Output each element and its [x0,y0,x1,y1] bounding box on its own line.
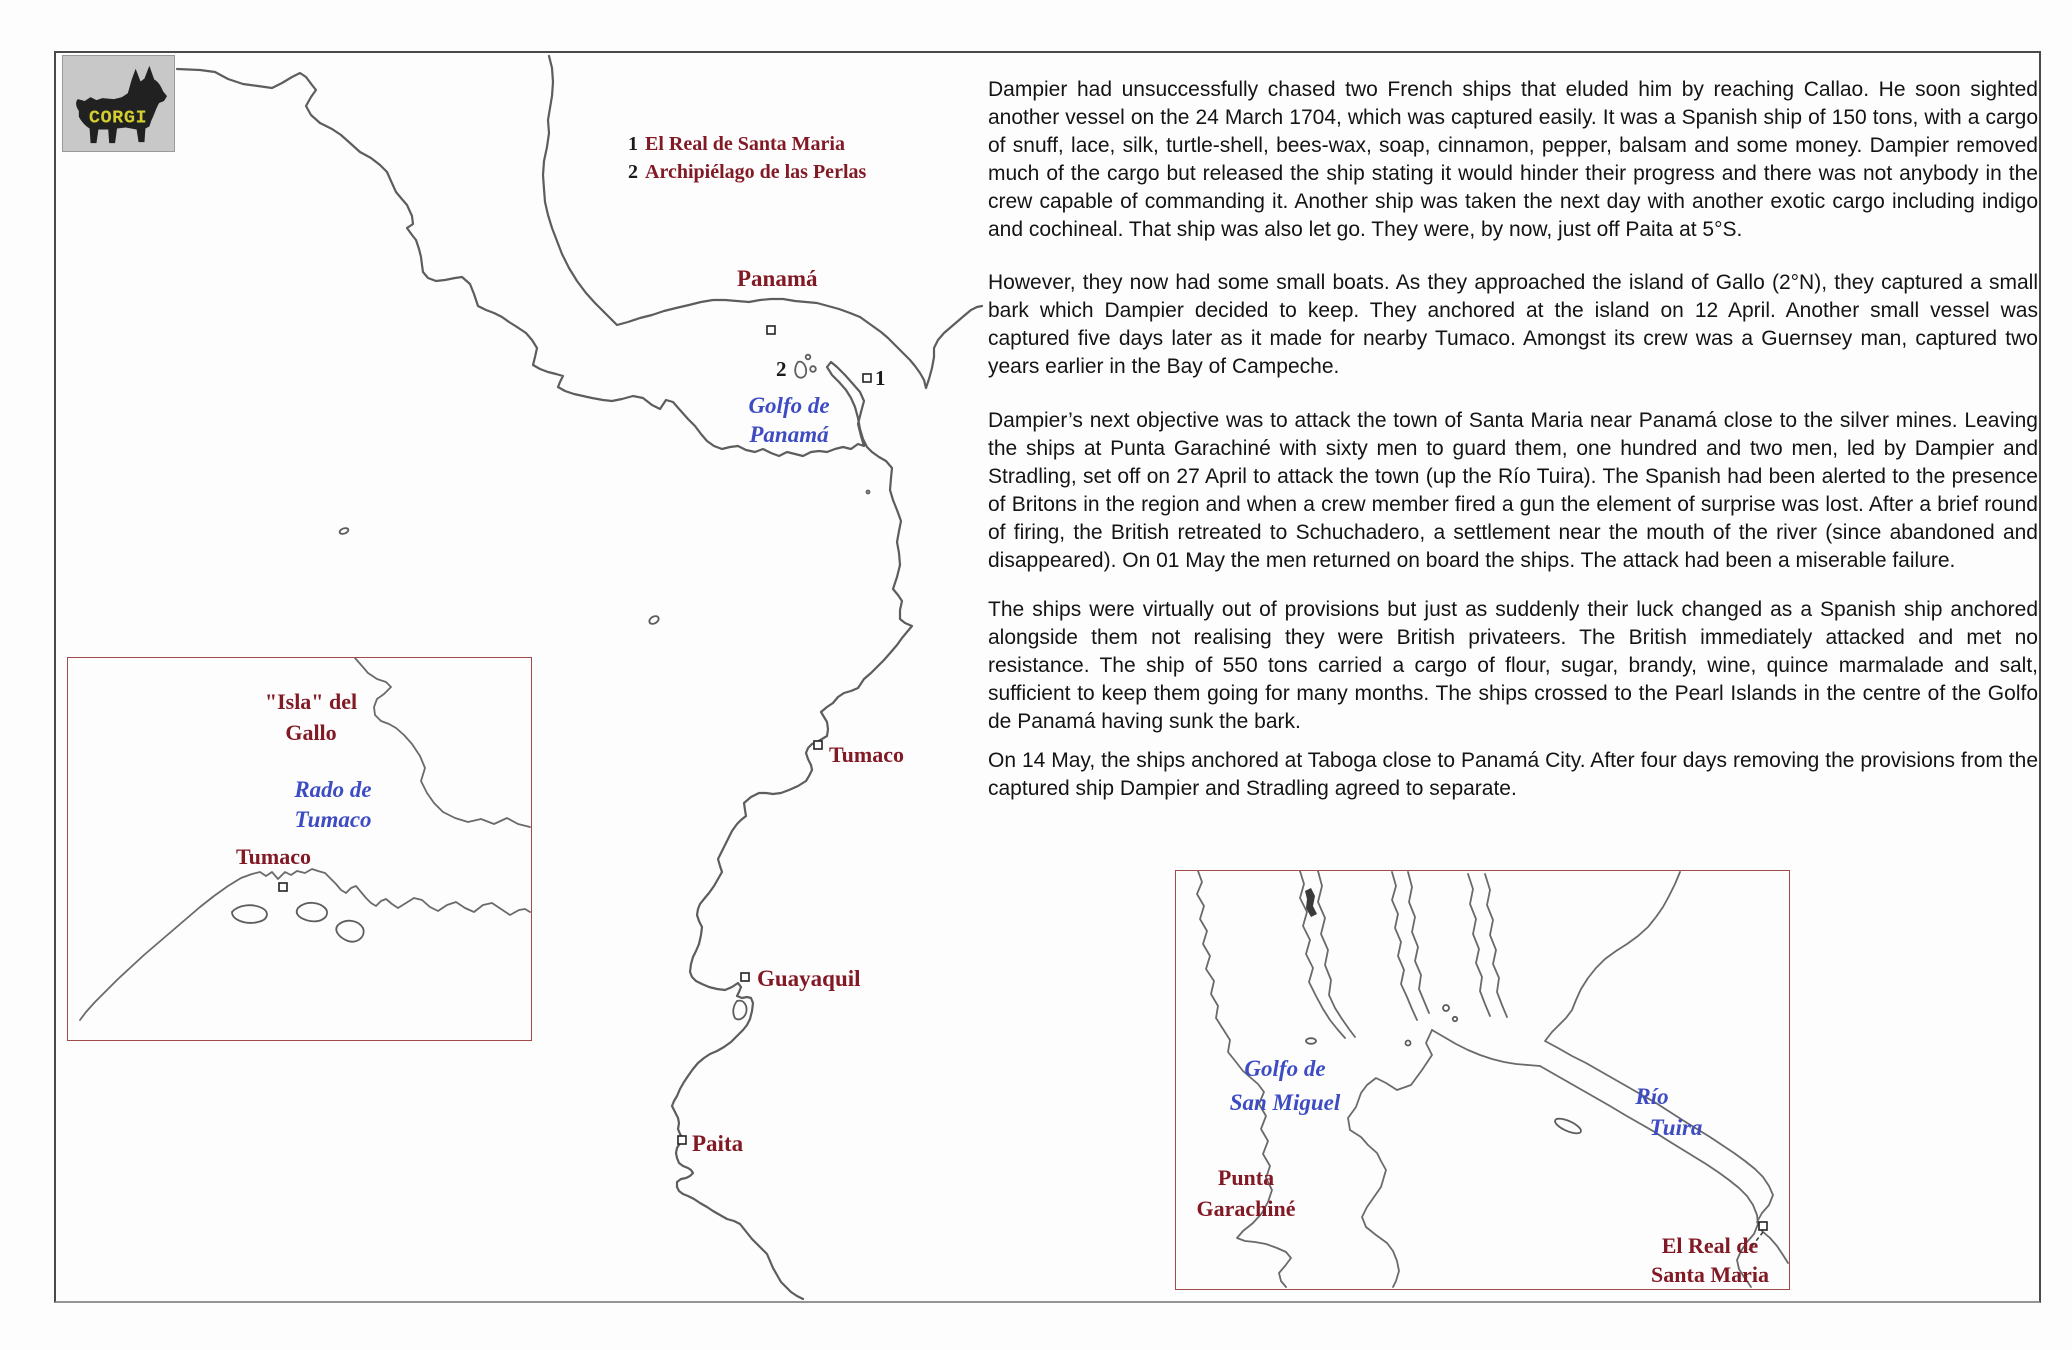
pearl-islet-1 [806,355,811,360]
label-number-1: 1 [875,366,886,390]
corgi-logo-text: CORGI [88,107,148,129]
legend-item-1 [628,130,866,158]
label-rado-de-tumaco-line2: Tumaco [294,807,372,832]
isthmus-coastline [543,56,982,388]
label-rado-de-tumaco-line1: Rado de [294,777,372,802]
label-guayaquil: Guayaquil [757,966,861,991]
corgi-logo [62,55,175,152]
label-isla-del-gallo [265,686,357,748]
article-text [988,76,2038,803]
label-isla-del-gallo-line2: Gallo [285,720,337,745]
label-el-real-santa-maria-line1: El Real de [1661,1233,1759,1258]
label-golfo-de-panama-line2: Panamá [749,422,829,447]
label-golfo-san-miguel [1230,1052,1341,1120]
tumaco-marker [814,741,822,749]
label-isla-del-gallo-line1: "Isla" del [264,689,358,714]
label-panama: Panamá [737,266,818,291]
legend-item-2-name: Archipiélago de las Perlas [645,161,867,183]
label-rado-de-tumaco [294,775,371,835]
label-el-real-santa-maria [1651,1231,1769,1289]
label-tumaco-main: Tumaco [829,742,904,767]
panama-city-marker [767,326,775,334]
article-paragraph-1: Dampier had unsuccessfully chased two French ships that eluded him by reaching Callao. He soon sighted another vessel on the 24 March 1704, which was captured easily. It was a Spanish ship of 150 tons, with a cargo of snuff, lace, silk, turtle-shell, bees-wax, soap, cinnamon, pepper, balsam and some money. Dampier removed much of the cargo but released the ship stating it would hinder their progress and there was not anybody in the crew capable of commanding it. Another ship was taken the next day with another exotic cargo including indigo and cochineal. That ship was also let go. They were, by now, just off Paita at 5°S. [988,78,2038,241]
small-island-1 [339,527,349,535]
article-paragraph-3: Dampier’s next objective was to attack the town of Santa Maria near Panamá close to the silver mines. Leaving the ships at Punta Garachiné with sixty men to guard them, one hundred and two men, led by Dampier and Stradling, set off on 27 April to attack the town (up the Río Tuira). The Spanish had been alerted to the presence of Britons in the region and when a crew member fired a gun the element of surprise was lost. After a brief round of firing, the British retreated to Schuchadero, a settlement near the mouth of the river (since abandoned and disappeared). On 01 May the men returned on board the ships. The attack had been a miserable failure. [988,409,2038,572]
label-tuira: Tuira [1649,1115,1703,1140]
label-punta-garachine-line1: Punta [1217,1165,1275,1190]
small-islet-3 [867,491,870,494]
el-real-marker-main [863,374,871,382]
label-tumaco-inset: Tumaco [236,844,311,869]
label-paita: Paita [692,1131,744,1156]
article-paragraph-5: On 14 May, the ships anchored at Taboga close to Panamá City. After four days removing the provisions from the captured ship Dampier and Stradling agreed to separate. [988,749,2038,800]
label-punta-garachine [1197,1162,1296,1224]
small-island-2 [648,615,660,626]
paita-marker [678,1136,686,1144]
legend-item-1-name: El Real de Santa Maria [645,133,845,155]
map-legend [628,130,866,186]
legend-item-2 [628,158,866,186]
corgi-silhouette-icon [76,66,167,143]
pearl-islet-2 [810,366,816,372]
article-paragraph-4: The ships were virtually out of provisions but just as suddenly their luck changed as a Spanish ship anchored alongside them not realising they were British privateers. The British immediately attacked and met no resistance. The ship of 550 tons carried a cargo of flour, sugar, brandy, wine, quince marmalade and salt, sufficient to keep them going for many months. The ships crossed to the Pearl Islands in the centre of the Golfo de Panamá having sunk the bark. [988,598,2038,733]
label-golfo-san-miguel-line1: Golfo de [1244,1056,1326,1081]
label-punta-garachine-line2: Garachiné [1196,1196,1296,1221]
legend-item-1-number: 1 [628,133,638,155]
label-rio: Río [1635,1084,1669,1109]
label-golfo-de-panama [748,391,829,449]
label-golfo-de-panama-line1: Golfo de [748,393,830,418]
pearl-islands [795,362,806,378]
legend-item-2-number: 2 [628,161,638,183]
guayaquil-marker [741,973,749,981]
label-number-2: 2 [776,357,787,381]
label-golfo-san-miguel-line2: San Miguel [1229,1090,1341,1115]
article-paragraph-2: However, they now had some small boats. As they approached the island of Gallo (2°N), they captured a small bark which Dampier decided to keep. They anchored at the island on 12 April. Another small vessel was captured five days later as it made for nearby Tumaco. Amongst its crew was a Guernsey man, captured two years earlier in the Bay of Campeche. [988,271,2038,378]
guayaquil-island [733,1001,746,1020]
label-el-real-santa-maria-line2: Santa Maria [1651,1262,1769,1287]
